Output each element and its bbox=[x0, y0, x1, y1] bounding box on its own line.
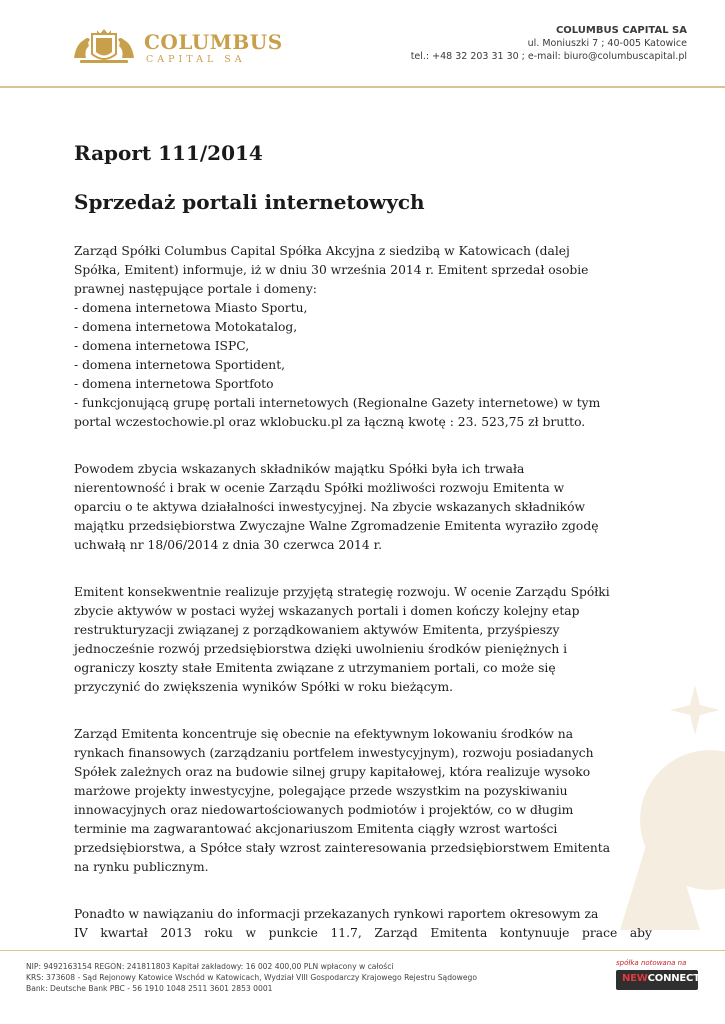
text-line: marżowe projekty inwestycyjne, polegające przede wszystkim na pozyskiwaniu bbox=[74, 784, 568, 798]
text-line: przedsiębiorstwa, a Spółce stały wzrost zainteresowania przedsiębiorstwem Emitenta bbox=[74, 841, 611, 855]
company-contact-block bbox=[411, 25, 687, 63]
text-line: rynkach finansowych (zarządzaniu portfelem inwestycyjnym), rozwoju posiadanych bbox=[74, 746, 594, 760]
text-line: majątku przedsiębiorstwa Zwyczajne Walne Zgromadzenie Emitenta wyraziło zgodę bbox=[74, 519, 599, 533]
newconnect-wordmark bbox=[622, 973, 700, 984]
paragraph-continuation bbox=[74, 905, 652, 943]
company-address: ul. Moniuszki 7 ; 40-005 Katowice bbox=[527, 38, 687, 49]
header-divider bbox=[0, 86, 725, 88]
text-line: Spółka, Emitent) informuje, iż w dniu 30 września 2014 r. Emitent sprzedał osobie bbox=[74, 263, 589, 277]
text-line: Emitent konsekwentnie realizuje przyjętą strategię rozwoju. W ocenie Zarządu Spółki bbox=[74, 585, 610, 599]
footer-line-registration: NIP: 9492163154 REGON: 241811803 Kapitał zakładowy: 16 002 400,00 PLN wpłacony w całości bbox=[26, 962, 394, 971]
text-line: Spółek zależnych oraz na budowie silnej grupy kapitałowej, która realizuje wysoko bbox=[74, 765, 591, 779]
crest-with-lions-icon bbox=[70, 28, 138, 68]
company-logo bbox=[70, 28, 283, 70]
text-line: na rynku publicznym. bbox=[74, 860, 209, 874]
text-line: zbycie aktywów w postaci wyżej wskazanych portali i domen kończy kolejny etap bbox=[74, 604, 580, 618]
logo-subtitle: CAPITAL SA bbox=[146, 54, 246, 65]
text-line: IV kwartał 2013 roku w punkcie 11.7, Zarząd Emitenta kontynuuje prace aby bbox=[74, 926, 652, 940]
list-item: - domena internetowa ISPC, bbox=[74, 339, 250, 353]
company-name: COLUMBUS CAPITAL SA bbox=[555, 25, 687, 36]
newconnect-new: NEW bbox=[622, 973, 648, 984]
list-item: - domena internetowa Miasto Sportu, bbox=[74, 301, 308, 315]
report-title: Sprzedaż portali internetowych bbox=[74, 190, 425, 214]
list-item: - domena internetowa Sportident, bbox=[74, 358, 286, 372]
list-item: - funkcjonującą grupę portali internetowych (Regionalne Gazety internetowe) w tym bbox=[74, 396, 601, 410]
letterhead bbox=[0, 0, 725, 90]
footer-company-info bbox=[26, 961, 477, 994]
paragraph-sale-details bbox=[74, 242, 652, 432]
footer-line-court: KRS: 373608 - Sąd Rejonowy Katowice Wschód w Katowicach, Wydział VIII Gospodarczy Krajowego Rejestru Sądowego bbox=[26, 973, 478, 982]
text-line: Zarząd Spółki Columbus Capital Spółka Akcyjna z siedzibą w Katowicach (dalej bbox=[74, 244, 570, 258]
text-line: nierentowność i brak w ocenie Zarządu Spółki możliwości rozwoju Emitenta w bbox=[74, 481, 565, 495]
text-line: prawnej następujące portale i domeny: bbox=[74, 282, 317, 296]
text-line: terminie ma zagwarantować akcjonariuszom Emitenta ciągły wzrost wartości bbox=[74, 822, 558, 836]
text-line: ograniczy koszty stałe Emitenta związane z utrzymaniem portali, co może się bbox=[74, 661, 556, 675]
logo-wordmark: COLUMBUS bbox=[144, 30, 283, 54]
newconnect-badge bbox=[616, 959, 698, 993]
newconnect-logo bbox=[616, 970, 698, 990]
footer-divider bbox=[0, 950, 725, 951]
company-contact: tel.: +48 32 203 31 30 ; e-mail: biuro@columbuscapital.pl bbox=[410, 51, 687, 62]
list-item: - domena internetowa Motokatalog, bbox=[74, 320, 298, 334]
text-line: uchwałą nr 18/06/2014 z dnia 30 czerwca 2014 r. bbox=[74, 538, 383, 552]
text-line: oparciu o te aktywa działalności inwestycyjnej. Na zbycie wskazanych składników bbox=[74, 500, 586, 514]
text-line: innowacyjnych oraz niedowartościowanych podmiotów i projektów, co w długim bbox=[74, 803, 574, 817]
report-content bbox=[74, 140, 652, 943]
newconnect-connect: CONNECT bbox=[647, 973, 700, 984]
report-number: Raport 111/2014 bbox=[74, 141, 263, 165]
text-line: Zarząd Emitenta koncentruje się obecnie na efektywnym lokowaniu środków na bbox=[74, 727, 574, 741]
paragraph-strategy bbox=[74, 583, 652, 697]
text-line: restrukturyzacji związanej z porządkowaniem aktywów Emitenta, przyśpieszy bbox=[74, 623, 560, 637]
paragraph-focus bbox=[74, 725, 652, 877]
text-line: jednocześnie rozwój przedsiębiorstwa dzięki uwolnieniu środków pieniężnych i bbox=[74, 642, 568, 656]
text-line: portal wczestochowie.pl oraz wklobucku.pl za łączną kwotę : 23. 523,75 zł brutto. bbox=[74, 415, 586, 429]
text-line: przyczynić do zwiększenia wyników Spółki w roku bieżącym. bbox=[74, 680, 454, 694]
paragraph-reason bbox=[74, 460, 652, 555]
list-item: - domena internetowa Sportfoto bbox=[74, 377, 274, 391]
badge-caption: spółka notowana na bbox=[616, 959, 687, 967]
footer-line-bank: Bank: Deutsche Bank PBC - 56 1910 1048 2511 3601 2853 0001 bbox=[26, 984, 273, 993]
text-line: Ponadto w nawiązaniu do informacji przekazanych rynkowi raportem okresowym za bbox=[74, 907, 599, 921]
text-line: Powodem zbycia wskazanych składników majątku Spółki była ich trwała bbox=[74, 462, 525, 476]
